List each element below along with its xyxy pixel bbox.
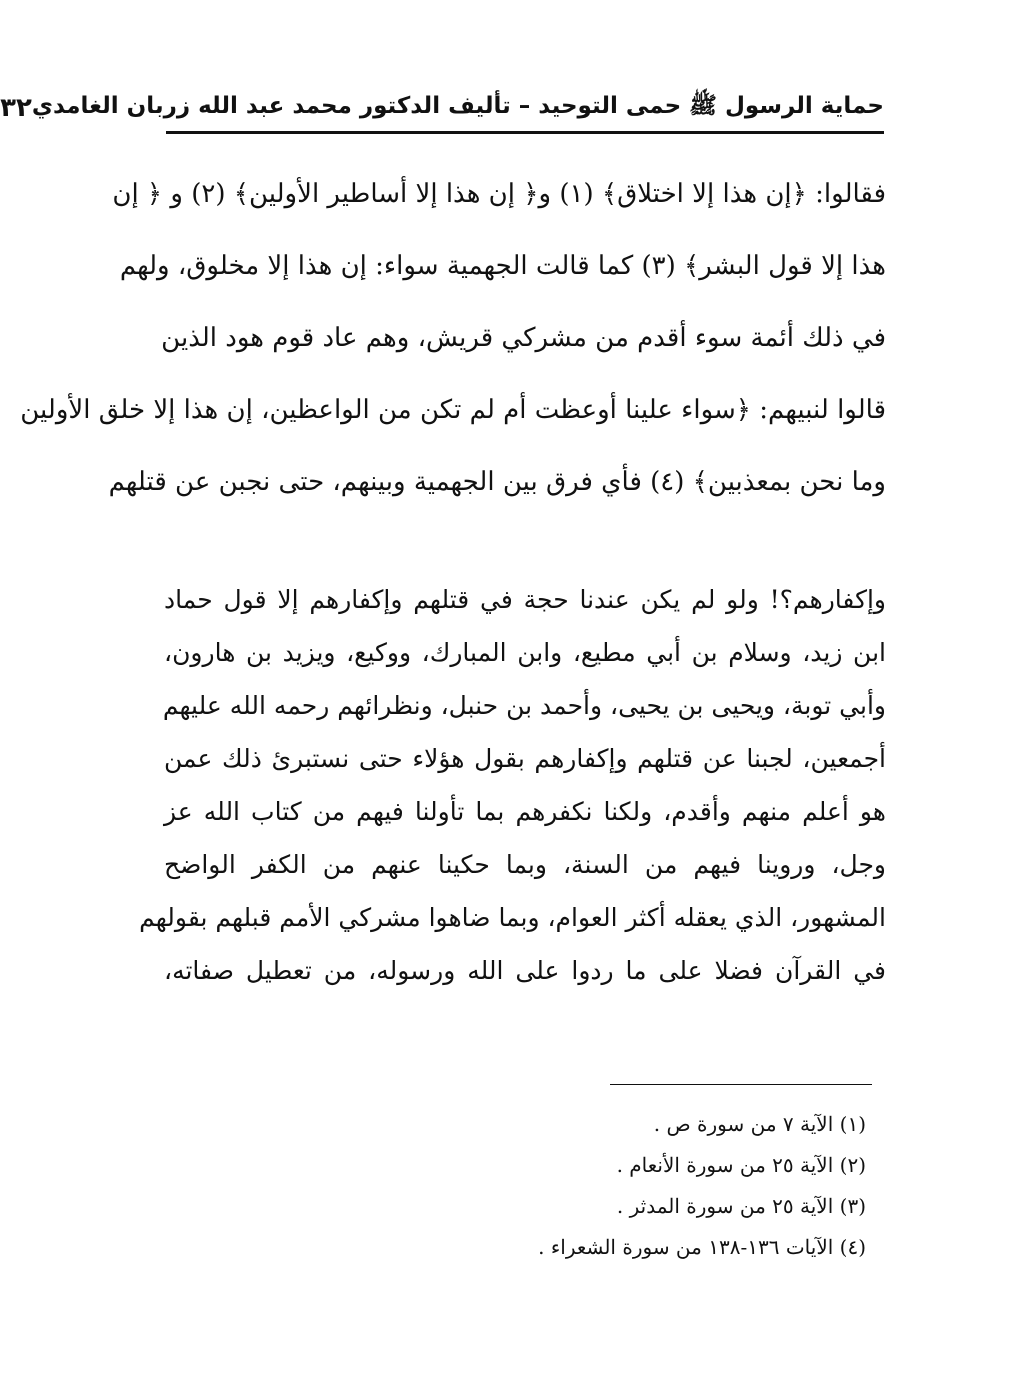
- header-rule: [166, 131, 884, 134]
- text-line: في القرآن فضلا على ما ردوا على الله ورسوله، من تعطيل صفاته،: [164, 956, 886, 985]
- page-header: [0, 86, 884, 130]
- text-line: وأبي توبة، ويحيى بن يحيى، وأحمد بن حنبل، ونظرائهم رحمه الله عليهم: [162, 691, 886, 720]
- text-line: هذا إلا قول البشر﴾ (٣) كما قالت الجهمية سواء: إن هذا إلا مخلوق، ولهم: [119, 251, 886, 281]
- text-line: في ذلك أئمة سوء أقدم من مشركي قريش، وهم عاد قوم هود الذين: [161, 323, 886, 353]
- text-line: قالوا لنبيهم: ﴿سواء علينا أوعظت أم لم تكن من الواعظين، إن هذا إلا خلق الأولين: [20, 395, 886, 425]
- footnote: (٤) الآيات ١٣٦-١٣٨ من سورة الشعراء .: [538, 1235, 866, 1259]
- running-title: حماية الرسول ﷺ حمى التوحيد – تأليف الدكتور محمد عبد الله زربان الغامدي: [31, 93, 884, 119]
- text-line: وإكفارهم؟! ولو لم يكن عندنا حجة في قتلهم وإكفارهم إلا قول حماد: [164, 585, 886, 614]
- footnotes: [538, 1104, 866, 1268]
- text-line: أجمعين، لجبنا عن قتلهم وإكفارهم بقول هؤلاء حتى نستبرئ ذلك عمن: [164, 744, 886, 773]
- body-paragraph-1: [20, 158, 886, 518]
- page-number: ٣٢: [0, 93, 32, 123]
- footnote: (١) الآية ٧ من سورة ص .: [653, 1112, 866, 1136]
- body-paragraph-2: [139, 573, 886, 997]
- text-line: وما نحن بمعذبين﴾ (٤) فأي فرق بين الجهمية وبينهم، حتى نجبن عن قتلهم: [108, 467, 886, 497]
- text-line: وجل، وروينا فيهم من السنة، وبما حكينا عنهم من الكفر الواضح: [164, 850, 886, 879]
- text-line: هو أعلم منهم وأقدم، ولكنا نكفرهم بما تأولنا فيهم من كتاب الله عز: [164, 797, 886, 826]
- text-line: ابن زيد، وسلام بن أبي مطيع، وابن المبارك، ووكيع، ويزيد بن هارون،: [164, 638, 886, 667]
- footnote-separator: [610, 1084, 872, 1085]
- text-line: المشهور، الذي يعقله أكثر العوام، وبما ضاهوا مشركي الأمم قبلهم بقولهم: [139, 903, 886, 932]
- footnote: (٢) الآية ٢٥ من سورة الأنعام .: [616, 1153, 866, 1177]
- footnote: (٣) الآية ٢٥ من سورة المدثر .: [616, 1194, 866, 1218]
- text-line: فقالوا: ﴿إن هذا إلا اختلاق﴾ (١) و﴿ إن هذا إلا أساطير الأولين﴾ (٢) و ﴿ إن: [112, 179, 886, 209]
